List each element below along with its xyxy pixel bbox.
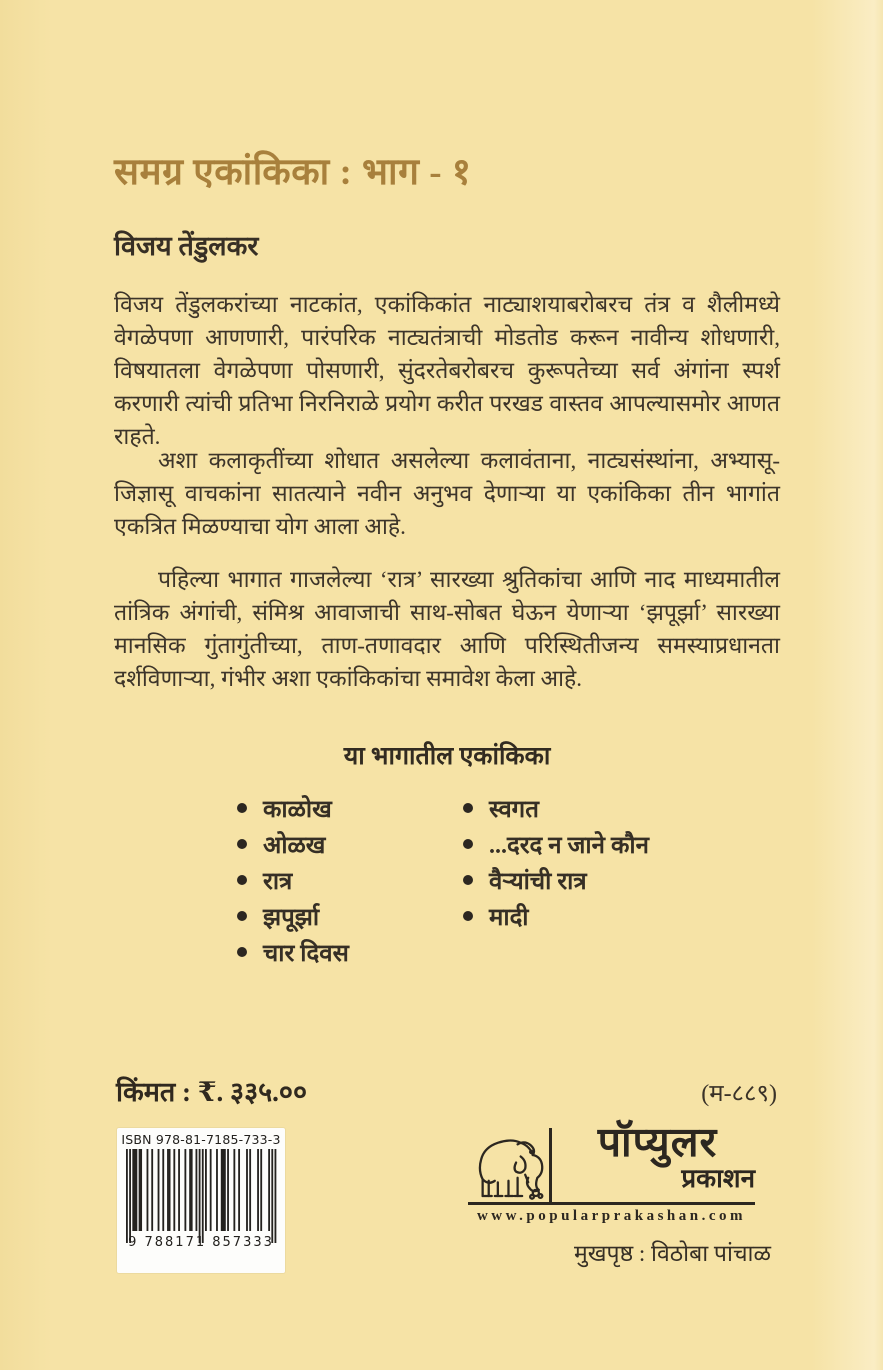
bullet-icon <box>463 911 473 921</box>
play-list-item <box>237 790 349 826</box>
bullet-icon <box>237 947 247 957</box>
book-title: समग्र एकांकिका : भाग - १ <box>114 152 472 193</box>
isbn-barcode <box>117 1128 285 1273</box>
blurb-paragraph-3: पहिल्या भागात गाजलेल्या ‘रात्र’ सारख्या श्रुतिकांचा आणि नाद माध्यमातील तांत्रिक अंगांची, संमिश्र आवाजाची साथ-सोबत घेऊन येणाऱ्या ‘झपूर्झा’ सारख्या मानसिक गुंतागुंतीच्या, ताण-तणावदार आणि परिस्थितीजन्य समस्याप्रधानता दर्शविणाऱ्या, गंभीर अशा एकांकिकांचा समावेश केला आहे. <box>114 567 780 691</box>
isbn-text: ISBN 978-81-7185-733-3 <box>121 1132 281 1147</box>
bullet-icon <box>237 803 247 813</box>
bullet-icon <box>463 803 473 813</box>
play-list-item <box>237 862 349 898</box>
play-list-item <box>463 790 649 826</box>
bullet-icon <box>237 839 247 849</box>
elephant-icon <box>472 1126 548 1206</box>
plays-list-right <box>463 790 649 934</box>
play-list-item <box>463 898 649 934</box>
publisher-website: www.popularprakashan.com <box>476 1208 747 1224</box>
play-title: रात्र <box>263 868 293 895</box>
blurb-paragraph-1: विजय तेंडुलकरांच्या नाटकांत, एकांकिकांत नाट्याशयाबरोबरच तंत्र व शैलीमध्ये वेगळेपणा आणणारी, पारंपरिक नाट्यतंत्राची मोडतोड करून नावीन्य शोधणारी, विषयातला वेगळेपणा पोसणारी, सुंदरतेबरोबरच कुरूपतेच्या सर्व अंगांना स्पर्श करणारी त्यांची प्रतिभा निरनिराळे प्रयोग करीत परखड वास्तव आपल्यासमोर आणत राहते. <box>114 292 780 449</box>
blurb-paragraph-2: अशा कलाकृतींच्या शोधात असलेल्या कलावंताना, नाट्यसंस्थांना, अभ्यासू-जिज्ञासू वाचकांना सातत्याने नवीन अनुभव देणाऱ्या या एकांकिका तीन भागांत एकत्रित मिळण्याचा योग आला आहे. <box>114 448 780 539</box>
bullet-icon <box>237 875 247 885</box>
play-title: झपूर्झा <box>263 904 320 931</box>
edition-code: (म-८८९) <box>701 1081 777 1107</box>
play-title: मादी <box>489 904 529 931</box>
play-title: स्वगत <box>489 796 539 823</box>
play-title: ...दरद न जाने कौन <box>489 832 649 859</box>
play-title: चार दिवस <box>263 940 349 967</box>
publisher-name-bottom: प्रकाशन <box>681 1164 755 1193</box>
play-title: ओळख <box>263 832 326 859</box>
bullet-icon <box>463 839 473 849</box>
cover-artist-credit: मुखपृष्ठ : विठोबा पांचाळ <box>573 1241 771 1266</box>
play-list-item <box>237 826 349 862</box>
plays-list-left <box>237 790 349 970</box>
play-title: वैऱ्यांची रात्र <box>489 868 587 895</box>
plays-list-heading: या भागातील एकांकिका <box>343 743 551 770</box>
publisher-name-top: पॉप्युलर <box>597 1119 718 1165</box>
price-label: किंमत : ₹. ३३५.०० <box>116 1077 307 1107</box>
barcode-bars-icon <box>122 1149 280 1249</box>
play-list-item <box>463 826 649 862</box>
author-name: विजय तेंडुलकर <box>114 231 259 261</box>
logo-divider <box>549 1128 552 1204</box>
logo-rule <box>468 1202 755 1205</box>
play-title: काळोख <box>263 796 332 823</box>
bullet-icon <box>237 911 247 921</box>
bullet-icon <box>463 875 473 885</box>
play-list-item <box>237 898 349 934</box>
play-list-item <box>463 862 649 898</box>
play-list-item <box>237 934 349 970</box>
barcode-digits: 9 788171 857333 <box>128 1235 274 1250</box>
